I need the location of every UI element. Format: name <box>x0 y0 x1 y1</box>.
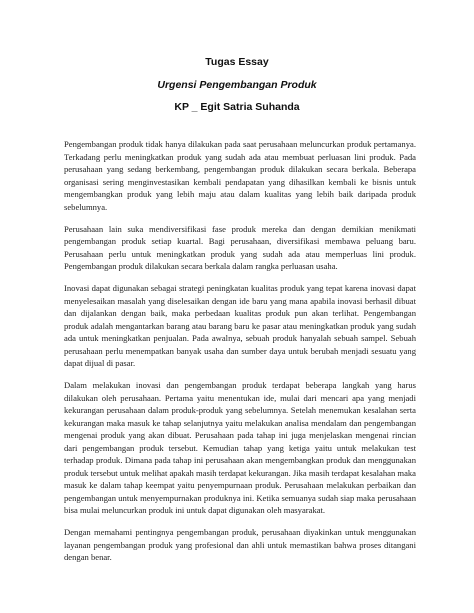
author-line: KP _ Egit Satria Suhanda <box>174 101 300 113</box>
paragraph-1: Pengembangan produk tidak hanya dilakukan pada saat perusahaan meluncurkan produk pertamanya. Terkadang perlu meningkatkan produk yang sudah ada atau membuat perluasan lini produk. Pada perusahaan yang sedang berkembang, pengembangan produk dilakukan secara berkala. Beberapa organisasi sering menginvestasikan kembali pendapatan yang dihasilkan kembali ke bisnis untuk mengembangkan produk yang lebih maju atau dalam kualitas yang lebih baik daripada produk sebelumnya. <box>64 139 416 212</box>
document-title: Tugas Essay <box>205 56 269 68</box>
document-subtitle: Urgensi Pengembangan Produk <box>157 79 317 91</box>
paragraph-5: Dengan memahami pentingnya pengembangan produk, perusahaan diyakinkan untuk menggunakan layanan pengembangan produk yang profesional dan ahli untuk memastikan bahwa proses ditangani dengan benar. <box>64 527 416 562</box>
essay-body <box>64 138 416 573</box>
paragraph-2: Perusahaan lain suka mendiversifikasi fase produk mereka dan dengan demikian menikmati pengembangan produk setiap kuartal. Bagi perusahaan, diversifikasi membawa peluang baru. Perusahaan perlu untuk meningkatkan produk yang sudah ada atau memperluas lini produk. Pengembangan produk dilakukan secara berkala dalam rangka perluasan usaha. <box>64 223 416 271</box>
paragraph-4: Dalam melakukan inovasi dan pengembangan produk terdapat beberapa langkah yang harus dilakukan oleh perusahaan. Pertama yaitu menentukan ide, mulai dari mencari apa yang menjadi kekurangan perusahaan dalam produk-produk yang sebelumnya. Setelah menemukan kesalahan serta kekurangan maka masuk ke tahap selanjutnya yaitu melakukan analisa mendalam dan pengembangan mengenai produk yang akan dibuat. Perusahaan pada tahap ini juga menjelaskan mengenai rincian dari pengembangan produk tersebut. Kemudian tahap yang ketiga yaitu untuk melakukan test terhadap produk. Dimana pada tahap ini perusahaan akan mengembangkan produk dan menggunakan produk tersebut untuk melihat apakah masih terdapat kekurangan. Jika masih terdapat kesalahan maka masuk ke dalam tahap keempat yaitu penyempurnaan produk. Perusahaan melakukan perbaikan dan pengembangan untuk menyempurnakan produknya ini. Ketika semuanya sudah siap maka perusahaan bisa mulai meluncurkan produk ini untuk dapat digunakan oleh masyarakat. <box>64 380 416 515</box>
paragraph-3: Inovasi dapat digunakan sebagai strategi peningkatan kualitas produk yang tepat karena inovasi dapat menyelesaikan masalah yang diselesaikan dengan ide baru yang mana apabila inovasi berhasil dibuat dan dijalankan dengan baik, maka perbedaan kualitas produk pun akan terlihat. Pengembangan produk adalah mengantarkan barang atau barang baru ke pasar atau meningkatkan produk yang sudah ada untuk meningkatkan penjualan. Pada awalnya, sebuah produk hanyalah sebuah sampel. Sebuah perusahaan perlu menempatkan banyak usaha dan sumber daya untuk berubah menjadi sesuatu yang dapat dijual di pasar. <box>64 283 416 368</box>
